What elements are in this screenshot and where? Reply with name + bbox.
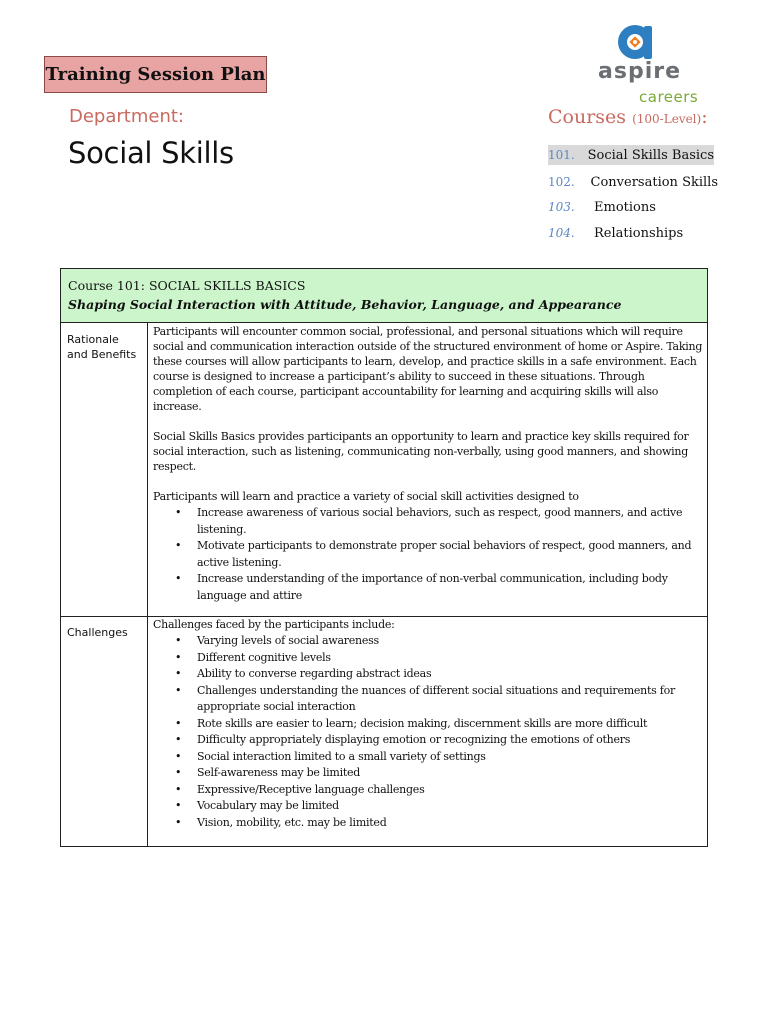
rationale-label-line1: Rationale	[67, 333, 119, 346]
course-number: 102.	[548, 175, 575, 189]
rationale-bullet-list	[153, 505, 703, 604]
list-item: • Increase understanding of the importance of non-verbal communication, including body language and attire	[153, 571, 703, 604]
list-item: • Ability to converse regarding abstract ideas	[153, 666, 703, 683]
course-name: Relationships	[594, 225, 684, 241]
rationale-paragraph: Social Skills Basics provides participants an opportunity to learn and practice key skills required for social interaction, such as listening, communicating non-verbally, using good manners, and showing respect.	[153, 430, 689, 473]
rationale-label	[67, 332, 136, 362]
logo-subtitle: careers	[639, 88, 699, 106]
course-subtitle: Shaping Social Interaction with Attitude, Behavior, Language, and Appearance	[68, 297, 622, 312]
list-item: • Challenges understanding the nuances of different social situations and requirements for appropriate social interaction	[153, 683, 703, 716]
rationale-paragraph: Participants will learn and practice a variety of social skill activities designed to	[153, 490, 579, 503]
courses-colon: :	[701, 106, 708, 128]
list-item: • Varying levels of social awareness	[153, 633, 703, 650]
course-table	[60, 268, 708, 847]
department-name: Social Skills	[68, 136, 234, 170]
course-number: 103.	[548, 200, 575, 214]
challenges-content	[153, 617, 703, 831]
course-item-104	[548, 223, 718, 243]
document-title-text: Training Session Plan	[45, 64, 266, 85]
logo-wordmark: aspire	[598, 59, 681, 84]
course-name: Conversation Skills	[590, 174, 718, 190]
course-table-header	[61, 269, 707, 323]
list-item: • Motivate participants to demonstrate proper social behaviors of respect, good manners, and active listening.	[153, 538, 703, 571]
list-item: • Social interaction limited to a small variety of settings	[153, 749, 703, 766]
column-divider	[147, 323, 148, 846]
challenges-bullet-list	[153, 633, 703, 831]
list-item: • Different cognitive levels	[153, 650, 703, 667]
courses-heading	[548, 106, 708, 128]
rationale-content	[153, 324, 703, 604]
list-item: • Vision, mobility, etc. may be limited	[153, 815, 703, 832]
list-item: • Increase awareness of various social behaviors, such as respect, good manners, and active listening.	[153, 505, 703, 538]
course-title: Course 101: SOCIAL SKILLS BASICS	[68, 278, 306, 293]
department-label: Department:	[69, 106, 184, 127]
course-name: Emotions	[594, 199, 656, 215]
list-item: • Self-awareness may be limited	[153, 765, 703, 782]
challenges-lead: Challenges faced by the participants include:	[153, 618, 395, 631]
list-item: • Rote skills are easier to learn; decision making, discernment skills are more difficult	[153, 716, 703, 733]
courses-level: (100-Level)	[632, 112, 702, 126]
course-number: 101.	[548, 148, 575, 162]
course-item-102	[548, 172, 718, 192]
document-title	[44, 56, 267, 93]
list-item: • Vocabulary may be limited	[153, 798, 703, 815]
list-item: • Difficulty appropriately displaying emotion or recognizing the emotions of others	[153, 732, 703, 749]
course-item-101	[548, 145, 714, 165]
rationale-label-line2: and Benefits	[67, 348, 137, 361]
course-name: Social Skills Basics	[587, 147, 714, 163]
course-number: 104.	[548, 226, 575, 240]
course-item-103	[548, 197, 718, 217]
courses-heading-text: Courses	[548, 106, 627, 128]
list-item: • Expressive/Receptive language challenges	[153, 782, 703, 799]
rationale-paragraph: Participants will encounter common social, professional, and personal situations which will require social and communication interaction outside of the structured environment of home or Aspire. Taking these courses will allow participants to learn, develop, and practice skills in a safe environment. Each course is designed to increase a participant’s ability to succeed in these situations. Through completion of each course, participant accountability for learning and acquiring skills will also increase.	[153, 325, 703, 413]
challenges-label: Challenges	[67, 626, 128, 639]
